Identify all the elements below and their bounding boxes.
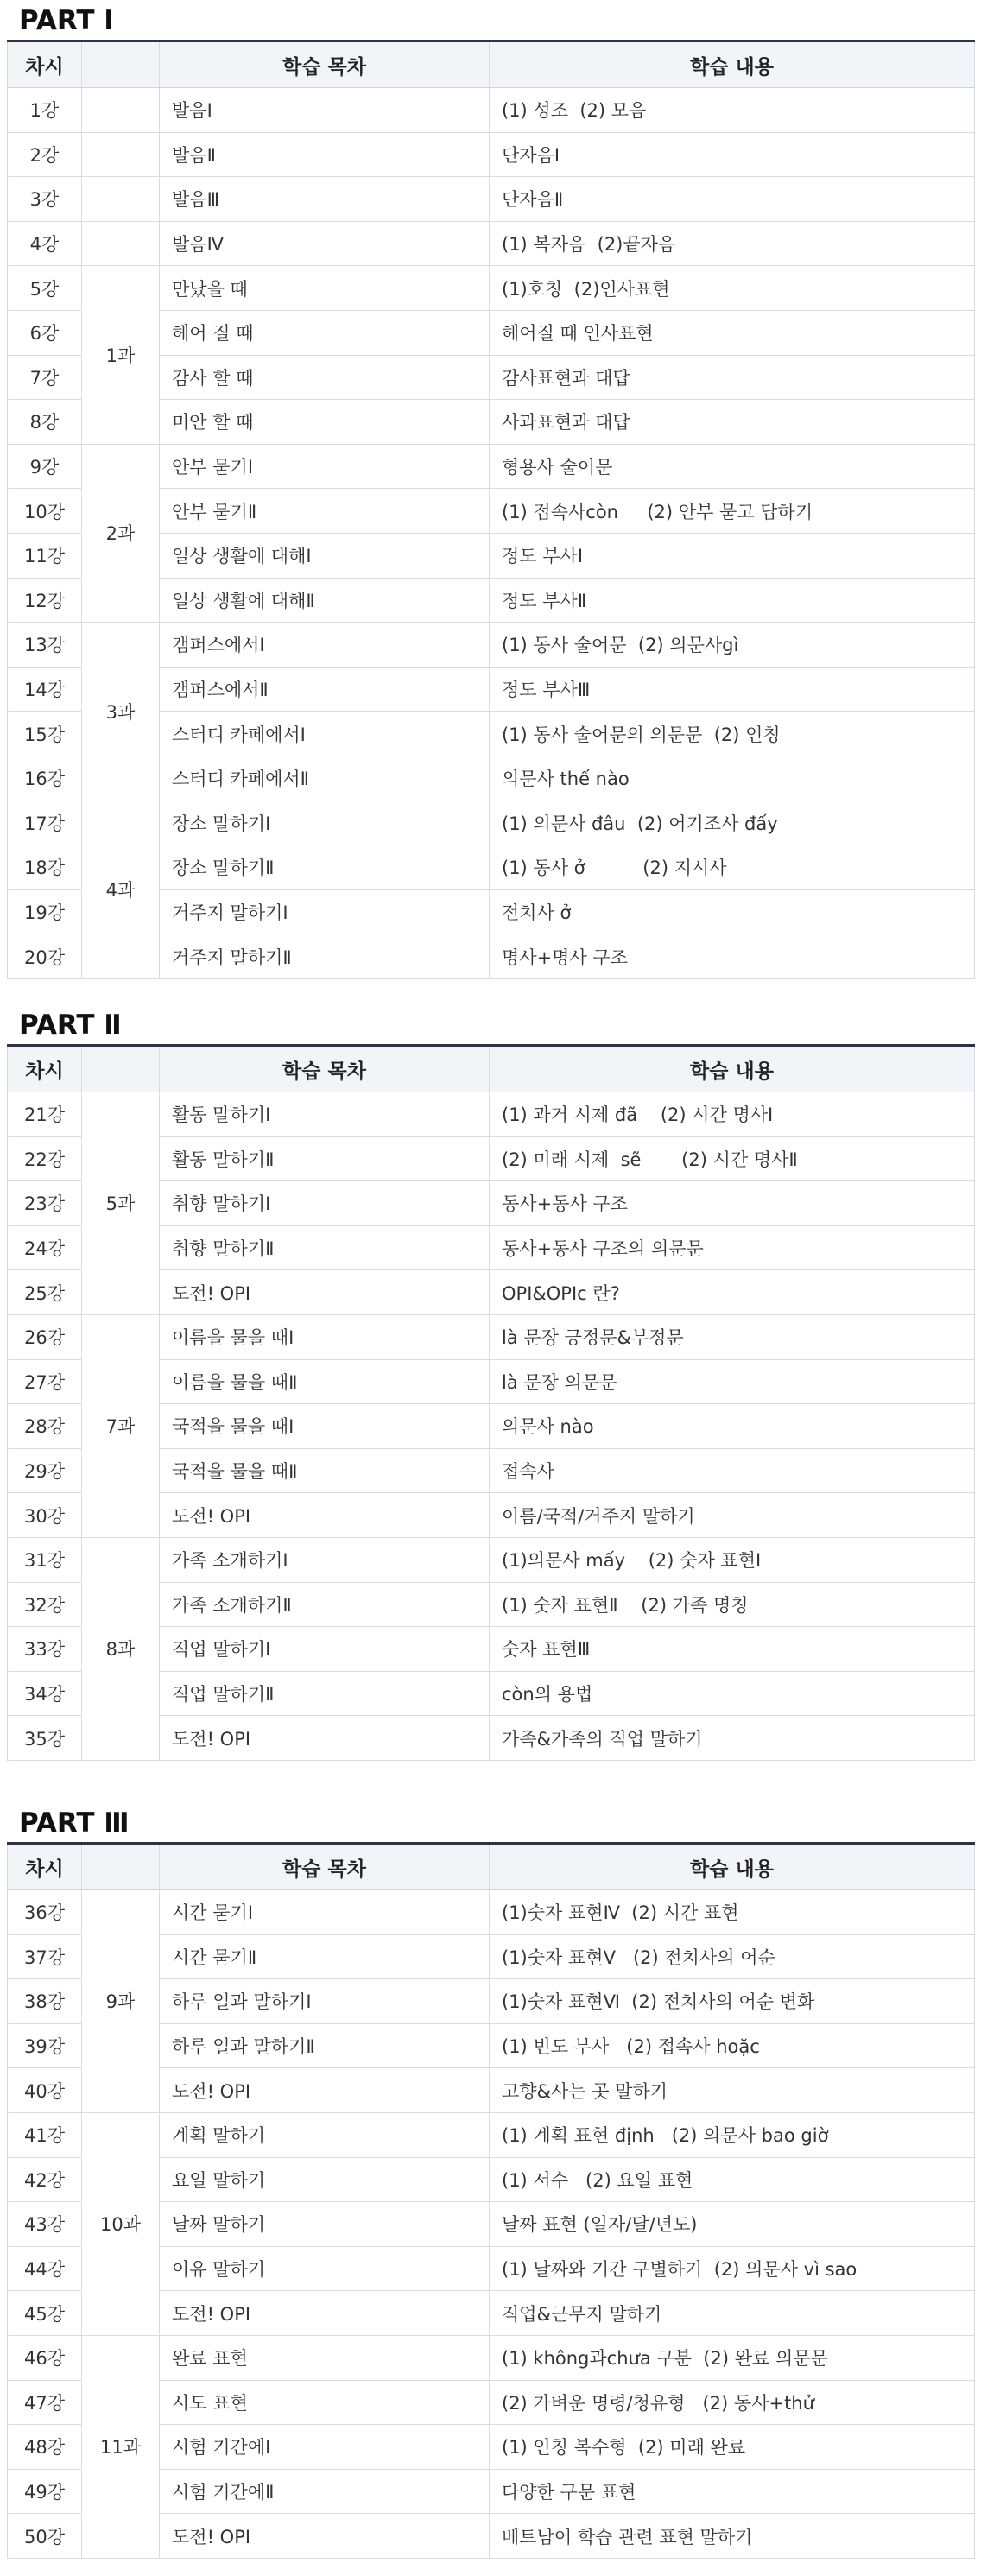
lesson-content: (1)의문사 mấy (2) 숫자 표현Ⅰ bbox=[490, 1537, 975, 1582]
header-content: 학습 내용 bbox=[490, 1046, 975, 1092]
lesson-topic: 장소 말하기Ⅰ bbox=[160, 801, 490, 845]
lesson-number: 33강 bbox=[8, 1627, 82, 1672]
lesson-content: 숫자 표현Ⅲ bbox=[490, 1627, 975, 1672]
lesson-content: (1)숫자 표현Ⅵ (2) 전치사의 어순 변화 bbox=[490, 1979, 975, 2024]
table-row bbox=[8, 177, 975, 222]
lesson-number: 8강 bbox=[8, 400, 82, 445]
lesson-topic: 날짜 말하기 bbox=[160, 2202, 490, 2247]
lesson-number: 18강 bbox=[8, 845, 82, 890]
lesson-number: 11강 bbox=[8, 533, 82, 578]
lesson-number: 41강 bbox=[8, 2112, 82, 2157]
lesson-number: 47강 bbox=[8, 2380, 82, 2425]
lesson-group bbox=[82, 88, 160, 133]
lesson-content: 다양한 구문 표현 bbox=[490, 2469, 975, 2514]
lesson-number: 31강 bbox=[8, 1537, 82, 1582]
lesson-content: 날짜 표현 (일자/달/년도) bbox=[490, 2202, 975, 2247]
part-title: PART Ⅲ bbox=[19, 1807, 130, 1839]
part-title: PART Ⅱ bbox=[19, 1010, 122, 1041]
lesson-number: 14강 bbox=[8, 667, 82, 712]
lesson-topic: 헤어 질 때 bbox=[160, 310, 490, 355]
lesson-content: (1)호칭 (2)인사표현 bbox=[490, 266, 975, 311]
lesson-content: (2) 가벼운 명령/청유형 (2) 동사+thử bbox=[490, 2380, 975, 2425]
table-row bbox=[8, 266, 975, 311]
lesson-topic: 계획 말하기 bbox=[160, 2112, 490, 2157]
lesson-number: 5강 bbox=[8, 266, 82, 311]
lesson-number: 34강 bbox=[8, 1671, 82, 1716]
lesson-number: 30강 bbox=[8, 1493, 82, 1538]
lesson-number: 44강 bbox=[8, 2246, 82, 2291]
lesson-content: 전치사 ở bbox=[490, 889, 975, 934]
lesson-group: 7과 bbox=[82, 1314, 160, 1537]
lesson-group: 11과 bbox=[82, 2335, 160, 2558]
header-no: 차시 bbox=[8, 41, 82, 88]
lesson-number: 45강 bbox=[8, 2291, 82, 2336]
lesson-content: 이름/국적/거주지 말하기 bbox=[490, 1493, 975, 1538]
part-section bbox=[7, 2, 974, 979]
lesson-number: 16강 bbox=[8, 756, 82, 801]
lesson-topic: 발음Ⅰ bbox=[160, 88, 490, 133]
lesson-content: 단자음Ⅰ bbox=[490, 132, 975, 177]
lesson-group bbox=[82, 221, 160, 266]
lesson-topic: 스터디 카페에서Ⅰ bbox=[160, 712, 490, 756]
table-row bbox=[8, 221, 975, 266]
lesson-number: 7강 bbox=[8, 355, 82, 400]
lesson-number: 3강 bbox=[8, 177, 82, 222]
lesson-number: 35강 bbox=[8, 1716, 82, 1761]
lesson-topic: 취향 말하기Ⅱ bbox=[160, 1225, 490, 1270]
lesson-number: 2강 bbox=[8, 132, 82, 177]
lesson-group: 8과 bbox=[82, 1537, 160, 1760]
table-row bbox=[8, 132, 975, 177]
header-row bbox=[8, 1844, 975, 1890]
curriculum-table bbox=[7, 1842, 975, 2559]
lesson-number: 37강 bbox=[8, 1934, 82, 1979]
lesson-topic: 장소 말하기Ⅱ bbox=[160, 845, 490, 890]
lesson-number: 29강 bbox=[8, 1448, 82, 1493]
header-row bbox=[8, 1046, 975, 1092]
lesson-content: (1) 복자음 (2)끝자음 bbox=[490, 221, 975, 266]
lesson-topic: 발음Ⅳ bbox=[160, 221, 490, 266]
lesson-group: 2과 bbox=[82, 444, 160, 622]
lesson-content: (1) 계획 표현 định (2) 의문사 bao giờ bbox=[490, 2112, 975, 2157]
lesson-content: (1) 접속사còn (2) 안부 묻고 답하기 bbox=[490, 489, 975, 534]
lesson-topic: 안부 묻기Ⅱ bbox=[160, 489, 490, 534]
lesson-number: 17강 bbox=[8, 801, 82, 845]
lesson-group bbox=[82, 132, 160, 177]
lesson-topic: 요일 말하기 bbox=[160, 2157, 490, 2202]
lesson-content: (1) 빈도 부사 (2) 접속사 hoặc bbox=[490, 2023, 975, 2068]
lesson-content: (1) 날짜와 기간 구별하기 (2) 의문사 vì sao bbox=[490, 2246, 975, 2291]
lesson-content: 감사표현과 대답 bbox=[490, 355, 975, 400]
lesson-topic: 시도 표현 bbox=[160, 2380, 490, 2425]
lesson-topic: 활동 말하기Ⅱ bbox=[160, 1136, 490, 1181]
lesson-topic: 도전! OPI bbox=[160, 1493, 490, 1538]
lesson-topic: 가족 소개하기Ⅱ bbox=[160, 1582, 490, 1627]
lesson-content: là 문장 의문문 bbox=[490, 1359, 975, 1404]
lesson-topic: 시간 묻기Ⅱ bbox=[160, 1934, 490, 1979]
table-row bbox=[8, 2335, 975, 2380]
lesson-number: 15강 bbox=[8, 712, 82, 756]
lesson-topic: 스터디 카페에서Ⅱ bbox=[160, 756, 490, 801]
lesson-content: 명사+명사 구조 bbox=[490, 934, 975, 979]
lesson-number: 36강 bbox=[8, 1890, 82, 1935]
lesson-topic: 하루 일과 말하기Ⅱ bbox=[160, 2023, 490, 2068]
lesson-topic: 도전! OPI bbox=[160, 2068, 490, 2113]
lesson-topic: 이름을 물을 때Ⅱ bbox=[160, 1359, 490, 1404]
lesson-number: 26강 bbox=[8, 1314, 82, 1359]
lesson-content: 의문사 thế nào bbox=[490, 756, 975, 801]
lesson-number: 40강 bbox=[8, 2068, 82, 2113]
lesson-content: 가족&가족의 직업 말하기 bbox=[490, 1716, 975, 1761]
lesson-group: 3과 bbox=[82, 623, 160, 801]
lesson-topic: 일상 생활에 대해Ⅱ bbox=[160, 578, 490, 623]
table-row bbox=[8, 1314, 975, 1359]
lesson-topic: 이름을 물을 때Ⅰ bbox=[160, 1314, 490, 1359]
lesson-content: 직업&근무지 말하기 bbox=[490, 2291, 975, 2336]
header-group bbox=[82, 1844, 160, 1890]
lesson-content: (2) 미래 시제 sẽ (2) 시간 명사Ⅱ bbox=[490, 1136, 975, 1181]
lesson-content: (1) 과거 시제 đã (2) 시간 명사Ⅰ bbox=[490, 1092, 975, 1137]
lesson-content: còn의 용법 bbox=[490, 1671, 975, 1716]
lesson-content: 접속사 bbox=[490, 1448, 975, 1493]
table-row bbox=[8, 2112, 975, 2157]
lesson-number: 10강 bbox=[8, 489, 82, 534]
lesson-number: 43강 bbox=[8, 2202, 82, 2247]
lesson-content: 베트남어 학습 관련 표현 말하기 bbox=[490, 2514, 975, 2559]
lesson-content: 단자음Ⅱ bbox=[490, 177, 975, 222]
lesson-number: 13강 bbox=[8, 623, 82, 668]
lesson-group: 10과 bbox=[82, 2112, 160, 2335]
table-row bbox=[8, 1890, 975, 1935]
lesson-number: 20강 bbox=[8, 934, 82, 979]
lesson-number: 49강 bbox=[8, 2469, 82, 2514]
lesson-content: (1)숫자 표현Ⅴ (2) 전치사의 어순 bbox=[490, 1934, 975, 1979]
lesson-number: 32강 bbox=[8, 1582, 82, 1627]
lesson-topic: 미안 할 때 bbox=[160, 400, 490, 445]
lesson-group: 5과 bbox=[82, 1092, 160, 1315]
lesson-group: 9과 bbox=[82, 1890, 160, 2113]
header-content: 학습 내용 bbox=[490, 41, 975, 88]
lesson-topic: 거주지 말하기Ⅱ bbox=[160, 934, 490, 979]
lesson-topic: 시험 기간에Ⅱ bbox=[160, 2469, 490, 2514]
lesson-topic: 하루 일과 말하기Ⅰ bbox=[160, 1979, 490, 2024]
lesson-number: 25강 bbox=[8, 1270, 82, 1315]
lesson-content: (1) 성조 (2) 모음 bbox=[490, 88, 975, 133]
lesson-topic: 시험 기간에Ⅰ bbox=[160, 2425, 490, 2470]
lesson-group: 4과 bbox=[82, 801, 160, 978]
header-topic: 학습 목차 bbox=[160, 1046, 490, 1092]
lesson-content: 의문사 nào bbox=[490, 1404, 975, 1449]
header-group bbox=[82, 41, 160, 88]
lesson-number: 21강 bbox=[8, 1092, 82, 1137]
lesson-topic: 이유 말하기 bbox=[160, 2246, 490, 2291]
part-title: PART Ⅰ bbox=[19, 5, 114, 36]
lesson-content: 헤어질 때 인사표현 bbox=[490, 310, 975, 355]
lesson-topic: 도전! OPI bbox=[160, 2514, 490, 2559]
lesson-topic: 국적을 물을 때Ⅰ bbox=[160, 1404, 490, 1449]
header-no: 차시 bbox=[8, 1046, 82, 1092]
curriculum-table bbox=[7, 40, 975, 979]
lesson-group: 1과 bbox=[82, 266, 160, 444]
lesson-number: 19강 bbox=[8, 889, 82, 934]
lesson-topic: 만났을 때 bbox=[160, 266, 490, 311]
header-topic: 학습 목차 bbox=[160, 1844, 490, 1890]
part-section bbox=[7, 1804, 974, 2559]
lesson-number: 38강 bbox=[8, 1979, 82, 2024]
lesson-number: 42강 bbox=[8, 2157, 82, 2202]
lesson-content: (1) 숫자 표현Ⅱ (2) 가족 명칭 bbox=[490, 1582, 975, 1627]
lesson-group bbox=[82, 177, 160, 222]
lesson-topic: 안부 묻기Ⅰ bbox=[160, 444, 490, 489]
lesson-topic: 국적을 물을 때Ⅱ bbox=[160, 1448, 490, 1493]
lesson-content: là 문장 긍정문&부정문 bbox=[490, 1314, 975, 1359]
lesson-number: 50강 bbox=[8, 2514, 82, 2559]
lesson-content: (1) 인칭 복수형 (2) 미래 완료 bbox=[490, 2425, 975, 2470]
lesson-number: 12강 bbox=[8, 578, 82, 623]
table-row bbox=[8, 1537, 975, 1582]
lesson-topic: 발음Ⅱ bbox=[160, 132, 490, 177]
lesson-topic: 일상 생활에 대해Ⅰ bbox=[160, 533, 490, 578]
part-section bbox=[7, 1006, 974, 1761]
lesson-number: 28강 bbox=[8, 1404, 82, 1449]
lesson-topic: 시간 묻기Ⅰ bbox=[160, 1890, 490, 1935]
lesson-content: (1) không과chưa 구분 (2) 완료 의문문 bbox=[490, 2335, 975, 2380]
header-row bbox=[8, 41, 975, 88]
lesson-content: 고향&사는 곳 말하기 bbox=[490, 2068, 975, 2113]
table-row bbox=[8, 1092, 975, 1137]
lesson-content: (1) 서수 (2) 요일 표현 bbox=[490, 2157, 975, 2202]
lesson-number: 24강 bbox=[8, 1225, 82, 1270]
lesson-content: (1) 동사 ở (2) 지시사 bbox=[490, 845, 975, 890]
lesson-topic: 도전! OPI bbox=[160, 1270, 490, 1315]
lesson-number: 4강 bbox=[8, 221, 82, 266]
lesson-content: (1) 의문사 đâu (2) 어기조사 đấy bbox=[490, 801, 975, 845]
lesson-topic: 취향 말하기Ⅰ bbox=[160, 1181, 490, 1226]
lesson-number: 9강 bbox=[8, 444, 82, 489]
table-row bbox=[8, 88, 975, 133]
lesson-topic: 도전! OPI bbox=[160, 1716, 490, 1761]
lesson-topic: 발음Ⅲ bbox=[160, 177, 490, 222]
table-row bbox=[8, 623, 975, 668]
header-group bbox=[82, 1046, 160, 1092]
lesson-content: OPI&OPIc 란? bbox=[490, 1270, 975, 1315]
lesson-topic: 완료 표현 bbox=[160, 2335, 490, 2380]
lesson-content: (1) 동사 술어문의 의문문 (2) 인칭 bbox=[490, 712, 975, 756]
lesson-number: 27강 bbox=[8, 1359, 82, 1404]
table-row bbox=[8, 444, 975, 489]
lesson-topic: 활동 말하기Ⅰ bbox=[160, 1092, 490, 1137]
lesson-number: 48강 bbox=[8, 2425, 82, 2470]
lesson-topic: 직업 말하기Ⅱ bbox=[160, 1671, 490, 1716]
lesson-content: 정도 부사Ⅰ bbox=[490, 533, 975, 578]
header-topic: 학습 목차 bbox=[160, 41, 490, 88]
lesson-topic: 가족 소개하기Ⅰ bbox=[160, 1537, 490, 1582]
lesson-content: (1) 동사 술어문 (2) 의문사gì bbox=[490, 623, 975, 668]
lesson-topic: 캠퍼스에서Ⅰ bbox=[160, 623, 490, 668]
lesson-number: 23강 bbox=[8, 1181, 82, 1226]
lesson-content: 동사+동사 구조의 의문문 bbox=[490, 1225, 975, 1270]
table-row bbox=[8, 801, 975, 845]
lesson-number: 22강 bbox=[8, 1136, 82, 1181]
lesson-number: 1강 bbox=[8, 88, 82, 133]
header-content: 학습 내용 bbox=[490, 1844, 975, 1890]
lesson-topic: 거주지 말하기Ⅰ bbox=[160, 889, 490, 934]
lesson-content: 정도 부사Ⅲ bbox=[490, 667, 975, 712]
lesson-content: (1)숫자 표현Ⅳ (2) 시간 표현 bbox=[490, 1890, 975, 1935]
lesson-content: 사과표현과 대답 bbox=[490, 400, 975, 445]
lesson-content: 형용사 술어문 bbox=[490, 444, 975, 489]
header-no: 차시 bbox=[8, 1844, 82, 1890]
lesson-content: 정도 부사Ⅱ bbox=[490, 578, 975, 623]
lesson-topic: 감사 할 때 bbox=[160, 355, 490, 400]
curriculum-table bbox=[7, 1044, 975, 1761]
lesson-number: 6강 bbox=[8, 310, 82, 355]
lesson-topic: 도전! OPI bbox=[160, 2291, 490, 2336]
lesson-topic: 직업 말하기Ⅰ bbox=[160, 1627, 490, 1672]
lesson-topic: 캠퍼스에서Ⅱ bbox=[160, 667, 490, 712]
lesson-number: 39강 bbox=[8, 2023, 82, 2068]
lesson-content: 동사+동사 구조 bbox=[490, 1181, 975, 1226]
lesson-number: 46강 bbox=[8, 2335, 82, 2380]
